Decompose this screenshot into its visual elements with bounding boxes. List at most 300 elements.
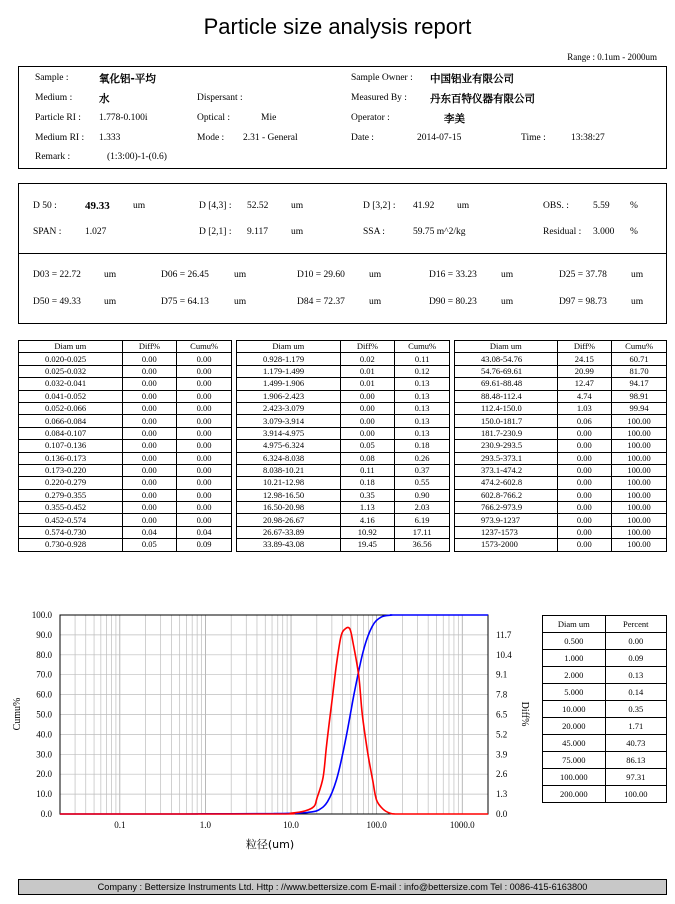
table-cell: 0.09: [177, 539, 232, 551]
table-cell: 0.01: [340, 378, 395, 390]
table-row: [19, 464, 232, 476]
dispersant-label: Dispersant :: [197, 93, 243, 103]
table-row: [543, 718, 667, 735]
table-cell: 0.355-0.452: [19, 502, 123, 514]
table-cell: 100.00: [612, 440, 667, 452]
table-cell: 86.13: [605, 752, 667, 769]
particle-ri-value: 1.778-0.100i: [99, 113, 148, 123]
table-cell: 0.00: [557, 427, 612, 439]
table-cell: 0.452-0.574: [19, 514, 123, 526]
table-cell: 0.13: [395, 378, 450, 390]
table-row: [543, 684, 667, 701]
table-row: [455, 440, 667, 452]
d43-value: 52.52: [247, 201, 269, 211]
table-cell: 0.00: [122, 378, 177, 390]
table-row: [237, 526, 450, 538]
table-row: [455, 452, 667, 464]
y-left-tick-label: 50.0: [36, 709, 52, 720]
table-cell: 4.74: [557, 390, 612, 402]
ssa-label: SSA :: [363, 227, 385, 237]
col-header-diff: Diff%: [122, 341, 177, 353]
table-row: [455, 514, 667, 526]
y-left-tick-label: 40.0: [36, 729, 52, 740]
table-cell: 0.00: [177, 415, 232, 427]
table-cell: 100.00: [612, 514, 667, 526]
table-cell: 4.16: [340, 514, 395, 526]
table-cell: 0.00: [557, 526, 612, 538]
medium-value: 水: [99, 93, 110, 105]
table-cell: 19.45: [340, 539, 395, 551]
table-cell: 0.928-1.179: [237, 353, 341, 365]
medium-ri-value: 1.333: [99, 133, 121, 143]
table-cell: 150.0-181.7: [455, 415, 558, 427]
table-cell: 0.13: [395, 415, 450, 427]
residual-unit: %: [630, 227, 638, 237]
d50-dvalue: D50 = 49.33: [33, 297, 81, 307]
table-cell: 0.00: [122, 353, 177, 365]
table-cell: 2.000: [543, 667, 606, 684]
y-left-tick-label: 30.0: [36, 749, 52, 760]
table-cell: 0.12: [395, 365, 450, 377]
obs-unit: %: [630, 201, 638, 211]
table-cell: 0.500: [543, 633, 606, 650]
span-label: SPAN :: [33, 227, 62, 237]
table-cell: 0.00: [177, 452, 232, 464]
table-cell: 10.000: [543, 701, 606, 718]
d43-label: D [4,3] :: [199, 201, 232, 211]
table-cell: 0.020-0.025: [19, 353, 123, 365]
measured-by-value: 丹东百特仪器有限公司: [430, 93, 535, 105]
table-cell: 1.13: [340, 502, 395, 514]
table-cell: 0.032-0.041: [19, 378, 123, 390]
table-cell: 0.730-0.928: [19, 539, 123, 551]
time-label: Time :: [521, 133, 546, 143]
table-cell: 0.084-0.107: [19, 427, 123, 439]
y-left-tick-label: 100.0: [31, 610, 52, 620]
table-cell: 0.14: [605, 684, 667, 701]
table-cell: 100.00: [612, 415, 667, 427]
table-cell: 0.00: [557, 464, 612, 476]
y-left-tick-label: 70.0: [36, 669, 52, 680]
table-cell: 0.00: [340, 390, 395, 402]
table-row: [543, 667, 667, 684]
col-header-diam: Diam um: [237, 341, 341, 353]
table-cell: 2.423-3.079: [237, 402, 341, 414]
d97-unit: um: [631, 297, 644, 307]
table-cell: 0.00: [122, 415, 177, 427]
table-cell: 0.00: [177, 477, 232, 489]
table-cell: 0.00: [122, 402, 177, 414]
d50-value: 49.33: [85, 200, 110, 212]
table-cell: 0.00: [122, 440, 177, 452]
table-cell: 100.00: [612, 427, 667, 439]
table-cell: 0.220-0.279: [19, 477, 123, 489]
table-row: [543, 752, 667, 769]
table-row: [237, 514, 450, 526]
sample-label: Sample :: [35, 73, 69, 83]
table-cell: 0.00: [557, 440, 612, 452]
table-cell: 40.73: [605, 735, 667, 752]
table-row: [455, 402, 667, 414]
residual-value: 3.000: [593, 227, 615, 237]
col-header-cumu: Cumu%: [177, 341, 232, 353]
d25-unit: um: [631, 270, 644, 280]
table-cell: 0.11: [395, 353, 450, 365]
table-cell: 0.00: [605, 633, 667, 650]
table-row: [237, 390, 450, 402]
table-cell: 97.31: [605, 769, 667, 786]
table-cell: 0.136-0.173: [19, 452, 123, 464]
table-cell: 0.00: [557, 477, 612, 489]
obs-value: 5.59: [593, 201, 610, 211]
d90-value: D90 = 80.23: [429, 297, 477, 307]
optical-label: Optical :: [197, 113, 230, 123]
table-cell: 0.00: [122, 477, 177, 489]
table-cell: 0.13: [395, 402, 450, 414]
statistics-panel: [18, 183, 667, 324]
table-cell: 100.00: [612, 502, 667, 514]
table-cell: 0.00: [557, 502, 612, 514]
d43-unit: um: [291, 201, 304, 211]
y-left-tick-label: 10.0: [36, 789, 52, 800]
particle-size-chart: [0, 600, 540, 862]
table-row: [543, 735, 667, 752]
table-cell: 0.00: [340, 402, 395, 414]
table-cell: 45.000: [543, 735, 606, 752]
table-row: [455, 365, 667, 377]
y-right-tick-label: 2.6: [496, 769, 508, 780]
table-row: [237, 402, 450, 414]
table-cell: 0.00: [177, 514, 232, 526]
table-cell: 3.914-4.975: [237, 427, 341, 439]
d32-label: D [3,2] :: [363, 201, 396, 211]
y-right-tick-label: 3.9: [496, 749, 508, 760]
d03-unit: um: [104, 270, 117, 280]
table-cell: 0.18: [395, 440, 450, 452]
x-tick-label: 1000.0: [449, 820, 475, 830]
table-row: [237, 502, 450, 514]
d06-value: D06 = 26.45: [161, 270, 209, 280]
table-row: [543, 701, 667, 718]
table-cell: 373.1-474.2: [455, 464, 558, 476]
y-right-tick-label: 1.3: [496, 789, 508, 800]
medium-ri-label: Medium RI :: [35, 133, 85, 143]
table-cell: 6.324-8.038: [237, 452, 341, 464]
residual-label: Residual :: [543, 227, 582, 237]
table-row: [237, 353, 450, 365]
table-cell: 10.92: [340, 526, 395, 538]
d84-value: D84 = 72.37: [297, 297, 345, 307]
table-cell: 0.06: [557, 415, 612, 427]
table-cell: 20.000: [543, 718, 606, 735]
table-row: [19, 539, 232, 551]
table-cell: 0.05: [340, 440, 395, 452]
table-cell: 100.00: [605, 786, 667, 803]
d32-value: 41.92: [413, 201, 435, 211]
table-cell: 474.2-602.8: [455, 477, 558, 489]
y-left-tick-label: 20.0: [36, 769, 52, 780]
table-cell: 0.00: [557, 452, 612, 464]
date-label: Date :: [351, 133, 374, 143]
table-cell: 100.00: [612, 464, 667, 476]
table-row: [455, 427, 667, 439]
table-cell: 3.079-3.914: [237, 415, 341, 427]
percent-table: [542, 615, 667, 803]
table-row: [455, 477, 667, 489]
distribution-table-1: [18, 340, 232, 552]
owner-value: 中国铝业有限公司: [430, 73, 514, 85]
table-cell: 0.066-0.084: [19, 415, 123, 427]
table-row: [455, 390, 667, 402]
date-value: 2014-07-15: [417, 133, 462, 143]
table-row: [455, 526, 667, 538]
table-cell: 0.13: [395, 390, 450, 402]
table-cell: 0.00: [122, 390, 177, 402]
table-cell: 0.02: [340, 353, 395, 365]
table-cell: 0.90: [395, 489, 450, 501]
d97-value: D97 = 98.73: [559, 297, 607, 307]
table-cell: 100.00: [612, 526, 667, 538]
table-cell: 12.98-16.50: [237, 489, 341, 501]
table-cell: 5.000: [543, 684, 606, 701]
table-row: [455, 539, 667, 551]
footer-contact: Company : Bettersize Instruments Ltd. Http : //www.bettersize.com E-mail : info@bettersize.com Tel : 0086-415-6163800: [18, 879, 667, 895]
table-row: [19, 526, 232, 538]
table-cell: 0.00: [122, 464, 177, 476]
table-cell: 0.00: [177, 489, 232, 501]
d25-value: D25 = 37.78: [559, 270, 607, 280]
table-cell: 1.000: [543, 650, 606, 667]
table-row: [455, 353, 667, 365]
table-row: [543, 650, 667, 667]
table-cell: 0.00: [177, 440, 232, 452]
y-left-axis-label: Cumu%: [12, 697, 23, 731]
d03-value: D03 = 22.72: [33, 270, 81, 280]
d10-unit: um: [369, 270, 382, 280]
measured-by-label: Measured By :: [351, 93, 407, 103]
table-cell: 88.48-112.4: [455, 390, 558, 402]
y-left-tick-label: 60.0: [36, 689, 52, 700]
table-cell: 0.00: [122, 489, 177, 501]
table-cell: 293.5-373.1: [455, 452, 558, 464]
table-cell: 100.000: [543, 769, 606, 786]
table-cell: 2.03: [395, 502, 450, 514]
table-cell: 0.107-0.136: [19, 440, 123, 452]
y-right-tick-label: 9.1: [496, 669, 508, 680]
table-cell: 0.00: [177, 427, 232, 439]
table-row: [237, 539, 450, 551]
x-tick-label: 10.0: [283, 820, 299, 830]
table-row: [237, 365, 450, 377]
table-row: [237, 452, 450, 464]
table-row: [19, 402, 232, 414]
span-value: 1.027: [85, 227, 107, 237]
medium-label: Medium :: [35, 93, 73, 103]
x-tick-label: 0.1: [114, 820, 126, 830]
d10-value: D10 = 29.60: [297, 270, 345, 280]
table-cell: 26.67-33.89: [237, 526, 341, 538]
table-cell: 16.50-20.98: [237, 502, 341, 514]
table-cell: 0.00: [122, 502, 177, 514]
time-value: 13:38:27: [571, 133, 605, 143]
table-cell: 0.13: [605, 667, 667, 684]
d50-dunit: um: [104, 297, 117, 307]
table-cell: 36.56: [395, 539, 450, 551]
d75-unit: um: [234, 297, 247, 307]
distribution-table-3: [454, 340, 667, 552]
table-cell: 0.04: [122, 526, 177, 538]
table-cell: 4.975-6.324: [237, 440, 341, 452]
ssa-value: 59.75 m^2/kg: [413, 227, 466, 237]
table-cell: 1573-2000: [455, 539, 558, 551]
sample-value: 氧化铝-平均: [99, 73, 156, 85]
y-left-tick-label: 80.0: [36, 649, 52, 660]
remark-value: (1:3:00)-1-(0.6): [107, 152, 167, 162]
table-cell: 0.04: [177, 526, 232, 538]
table-row: [237, 464, 450, 476]
table-row: [19, 489, 232, 501]
y-right-tick-label: 6.5: [496, 709, 508, 720]
table-row: [19, 440, 232, 452]
range-label: Range : 0.1um - 2000um: [567, 52, 657, 62]
table-cell: 0.00: [122, 452, 177, 464]
table-row: [543, 633, 667, 650]
table-row: [455, 378, 667, 390]
table-cell: 0.00: [340, 415, 395, 427]
diff-series-line: [60, 627, 488, 814]
d32-unit: um: [457, 201, 470, 211]
table-row: [237, 427, 450, 439]
table-row: [237, 477, 450, 489]
mode-value: 2.31 - General: [243, 133, 298, 143]
x-axis-label: 粒径(um): [245, 838, 295, 851]
table-cell: 0.00: [122, 427, 177, 439]
table-cell: 230.9-293.5: [455, 440, 558, 452]
col-header-diff: Diff%: [557, 341, 612, 353]
table-cell: 81.70: [612, 365, 667, 377]
table-cell: 973.9-1237: [455, 514, 558, 526]
d16-unit: um: [501, 270, 514, 280]
d21-value: 9.117: [247, 227, 269, 237]
table-cell: 33.89-43.08: [237, 539, 341, 551]
table-cell: 0.173-0.220: [19, 464, 123, 476]
table-cell: 0.00: [557, 489, 612, 501]
y-right-tick-label: 0.0: [496, 809, 508, 819]
d16-value: D16 = 33.23: [429, 270, 477, 280]
d75-value: D75 = 64.13: [161, 297, 209, 307]
report-title: Particle size analysis report: [203, 14, 472, 39]
table-cell: 43.08-54.76: [455, 353, 558, 365]
obs-label: OBS. :: [543, 201, 569, 211]
table-cell: 17.11: [395, 526, 450, 538]
table-cell: 98.91: [612, 390, 667, 402]
y-right-axis-label: Diff%: [519, 701, 530, 727]
table-cell: 0.00: [557, 539, 612, 551]
mode-label: Mode :: [197, 133, 225, 143]
table-row: [237, 378, 450, 390]
operator-label: Operator :: [351, 113, 390, 123]
table-cell: 1.179-1.499: [237, 365, 341, 377]
d50-label: D 50 :: [33, 201, 57, 211]
d90-unit: um: [501, 297, 514, 307]
table-cell: 112.4-150.0: [455, 402, 558, 414]
optical-value: Mie: [261, 113, 277, 123]
table-cell: 1.906-2.423: [237, 390, 341, 402]
table-row: [455, 502, 667, 514]
distribution-table-2: [236, 340, 450, 552]
table-cell: 24.15: [557, 353, 612, 365]
table-cell: 0.00: [177, 464, 232, 476]
sample-info-panel: [18, 66, 667, 169]
table-cell: 0.00: [122, 514, 177, 526]
table-cell: 0.01: [340, 365, 395, 377]
table-row: [543, 769, 667, 786]
table-cell: 54.76-69.61: [455, 365, 558, 377]
col-header-diam: Diam um: [543, 616, 606, 633]
table-cell: 0.00: [177, 390, 232, 402]
col-header-cumu: Cumu%: [612, 341, 667, 353]
d21-unit: um: [291, 227, 304, 237]
d21-label: D [2,1] :: [199, 227, 232, 237]
table-cell: 0.35: [605, 701, 667, 718]
table-cell: 0.00: [177, 378, 232, 390]
y-right-tick-label: 10.4: [496, 649, 512, 660]
table-row: [19, 427, 232, 439]
table-row: [19, 390, 232, 402]
table-cell: 0.00: [122, 365, 177, 377]
table-cell: 0.052-0.066: [19, 402, 123, 414]
col-header-diam: Diam um: [455, 341, 558, 353]
remark-label: Remark :: [35, 152, 71, 162]
stats-divider: [19, 253, 666, 254]
d50-unit: um: [133, 201, 146, 211]
table-cell: 100.00: [612, 489, 667, 501]
table-cell: 200.000: [543, 786, 606, 803]
table-cell: 0.13: [395, 427, 450, 439]
table-cell: 0.279-0.355: [19, 489, 123, 501]
table-row: [237, 440, 450, 452]
table-cell: 69.61-88.48: [455, 378, 558, 390]
table-row: [455, 489, 667, 501]
table-cell: 75.000: [543, 752, 606, 769]
y-right-tick-label: 7.8: [496, 689, 508, 700]
table-cell: 0.00: [177, 502, 232, 514]
table-cell: 0.09: [605, 650, 667, 667]
col-header-percent: Percent: [605, 616, 667, 633]
table-cell: 0.00: [177, 402, 232, 414]
table-cell: 0.18: [340, 477, 395, 489]
table-cell: 20.99: [557, 365, 612, 377]
table-cell: 20.98-26.67: [237, 514, 341, 526]
table-row: [237, 489, 450, 501]
table-cell: 0.041-0.052: [19, 390, 123, 402]
table-cell: 0.55: [395, 477, 450, 489]
table-cell: 12.47: [557, 378, 612, 390]
table-cell: 60.71: [612, 353, 667, 365]
d84-unit: um: [369, 297, 382, 307]
table-cell: 100.00: [612, 452, 667, 464]
table-row: [237, 415, 450, 427]
table-cell: 1237-1573: [455, 526, 558, 538]
y-left-tick-label: 90.0: [36, 629, 52, 640]
particle-ri-label: Particle RI :: [35, 113, 81, 123]
table-row: [19, 452, 232, 464]
table-row: [455, 415, 667, 427]
table-cell: 0.35: [340, 489, 395, 501]
table-cell: 99.94: [612, 402, 667, 414]
x-tick-label: 1.0: [199, 820, 212, 830]
y-left-tick-label: 0.0: [40, 809, 52, 819]
